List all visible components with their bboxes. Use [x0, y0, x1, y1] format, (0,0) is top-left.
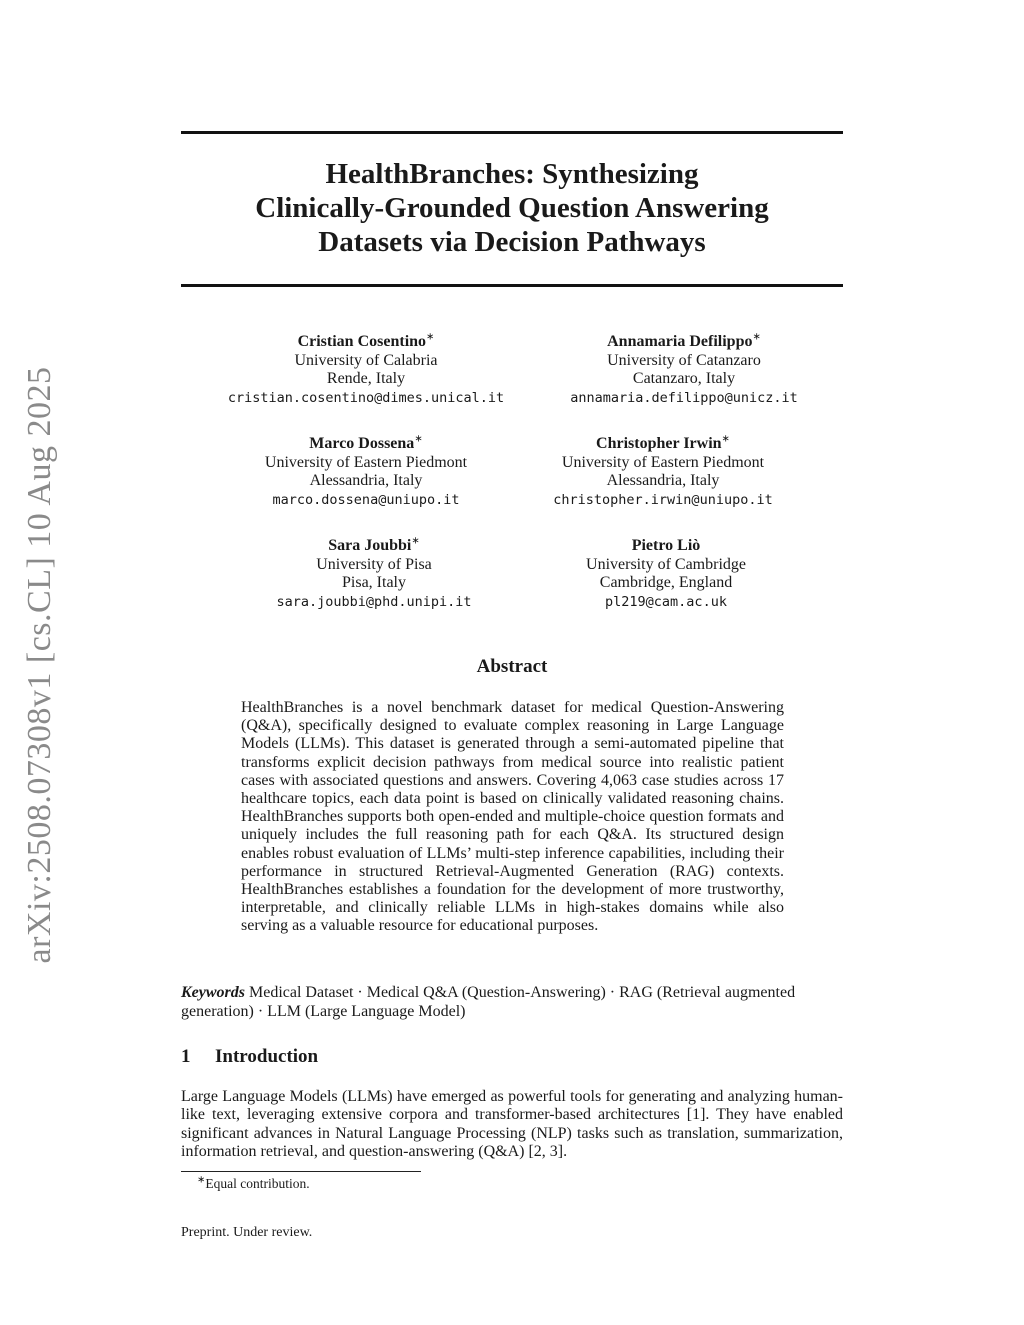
abstract-heading: Abstract [476, 656, 548, 677]
section-heading [181, 1046, 318, 1068]
keywords-label: Keywords [181, 984, 245, 1001]
author-mark: ∗ [752, 331, 761, 343]
author-mark: ∗ [721, 433, 730, 445]
preprint-footer: Preprint. Under review. [181, 1225, 313, 1240]
title-rule-top [181, 131, 843, 134]
arxiv-id: arXiv:2508.07308v1 [cs.CL] 10 Aug 2025 [21, 366, 58, 964]
author-mark: ∗ [414, 433, 423, 445]
author-affiliation: University of Calabria [294, 351, 438, 369]
footnote [197, 1176, 310, 1192]
author-affiliation: University of Cambridge [586, 555, 746, 573]
author-mark: ∗ [426, 331, 435, 343]
author-block [201, 333, 531, 407]
author-block [209, 537, 539, 611]
section-number: 1 [181, 1046, 191, 1067]
intro-paragraph: Large Language Models (LLMs) have emerged as powerful tools for generating and analyzing human-like text, leveraging extensive corpora and transformer-based architectures [1]. They have enabled significant advances in Natural Language Processing (NLP) tasks such as translation, summarization, information retrieval, and question-answering (Q&A) [2, 3]. [181, 1088, 843, 1161]
author-mark: ∗ [411, 535, 420, 547]
author-location: Alessandria, Italy [309, 472, 423, 489]
title-line-2: Clinically-Grounded Question Answering [255, 192, 769, 224]
author-affiliation: University of Eastern Piedmont [264, 453, 468, 471]
author-name: Christopher Irwin [596, 435, 722, 452]
author-email[interactable]: marco.dossena@uniupo.it [272, 491, 460, 508]
author-email[interactable]: cristian.cosentino@dimes.unical.it [227, 389, 505, 406]
author-location: Catanzaro, Italy [632, 370, 736, 387]
author-affiliation: University of Catanzaro [607, 351, 761, 369]
section-title: Introduction [215, 1046, 319, 1067]
author-affiliation: University of Pisa [316, 555, 432, 573]
footnote-rule [181, 1171, 421, 1172]
author-location: Cambridge, England [599, 574, 733, 591]
footnote-text: Equal contribution. [205, 1176, 310, 1191]
footnote-mark: ∗ [197, 1174, 206, 1186]
title-line-3: Datasets via Decision Pathways [318, 226, 706, 258]
author-email[interactable]: annamaria.defilippo@unicz.it [570, 389, 798, 406]
author-block [501, 537, 831, 611]
author-email[interactable]: christopher.irwin@uniupo.it [553, 491, 773, 508]
title-rule-bottom [181, 284, 843, 287]
keywords-text: Medical Dataset · Medical Q&A (Question-Answering) · RAG (Retrieval augmented generation) · LLM (Large Language Model) [181, 984, 796, 1020]
author-email[interactable]: pl219@cam.ac.uk [605, 593, 727, 610]
keywords [181, 984, 843, 1021]
paper-title [181, 157, 843, 259]
author-name: Marco Dossena [309, 435, 415, 452]
author-location: Pisa, Italy [342, 574, 406, 591]
title-line-1: HealthBranches: Synthesizing [325, 158, 699, 190]
author-block [498, 435, 828, 509]
author-name: Annamaria Defilippo [607, 333, 753, 350]
author-location: Rende, Italy [326, 370, 406, 387]
author-affiliation: University of Eastern Piedmont [561, 453, 765, 471]
author-email[interactable]: sara.joubbi@phd.unipi.it [276, 593, 472, 610]
author-block [519, 333, 849, 407]
author-name: Pietro Liò [631, 537, 701, 554]
author-name: Sara Joubbi [328, 537, 412, 554]
abstract-text: HealthBranches is a novel benchmark dataset for medical Question-Answering (Q&A), specifically designed to evaluate complex reasoning in Large Language Models (LLMs). This dataset is generated through a semi-automated pipeline that transforms explicit decision pathways from medical source into realistic patient cases with associated questions and answers. Covering 4,063 case studies across 17 healthcare topics, each data point is based on clinically validated reasoning chains. HealthBranches supports both open-ended and multiple-choice question formats and uniquely includes the full reasoning path for each Q&A. Its structured design enables robust evaluation of LLMs’ multi-step inference capabilities, including their performance in structured Retrieval-Augmented Generation (RAG) contexts. HealthBranches establishes a foundation for the development of more trustworthy, interpretable, and clinically reliable LLMs in high-stakes domains while also serving as a valuable resource for educational purposes. [241, 699, 784, 935]
author-block [201, 435, 531, 509]
author-name: Cristian Cosentino [297, 333, 427, 350]
author-location: Alessandria, Italy [606, 472, 720, 489]
